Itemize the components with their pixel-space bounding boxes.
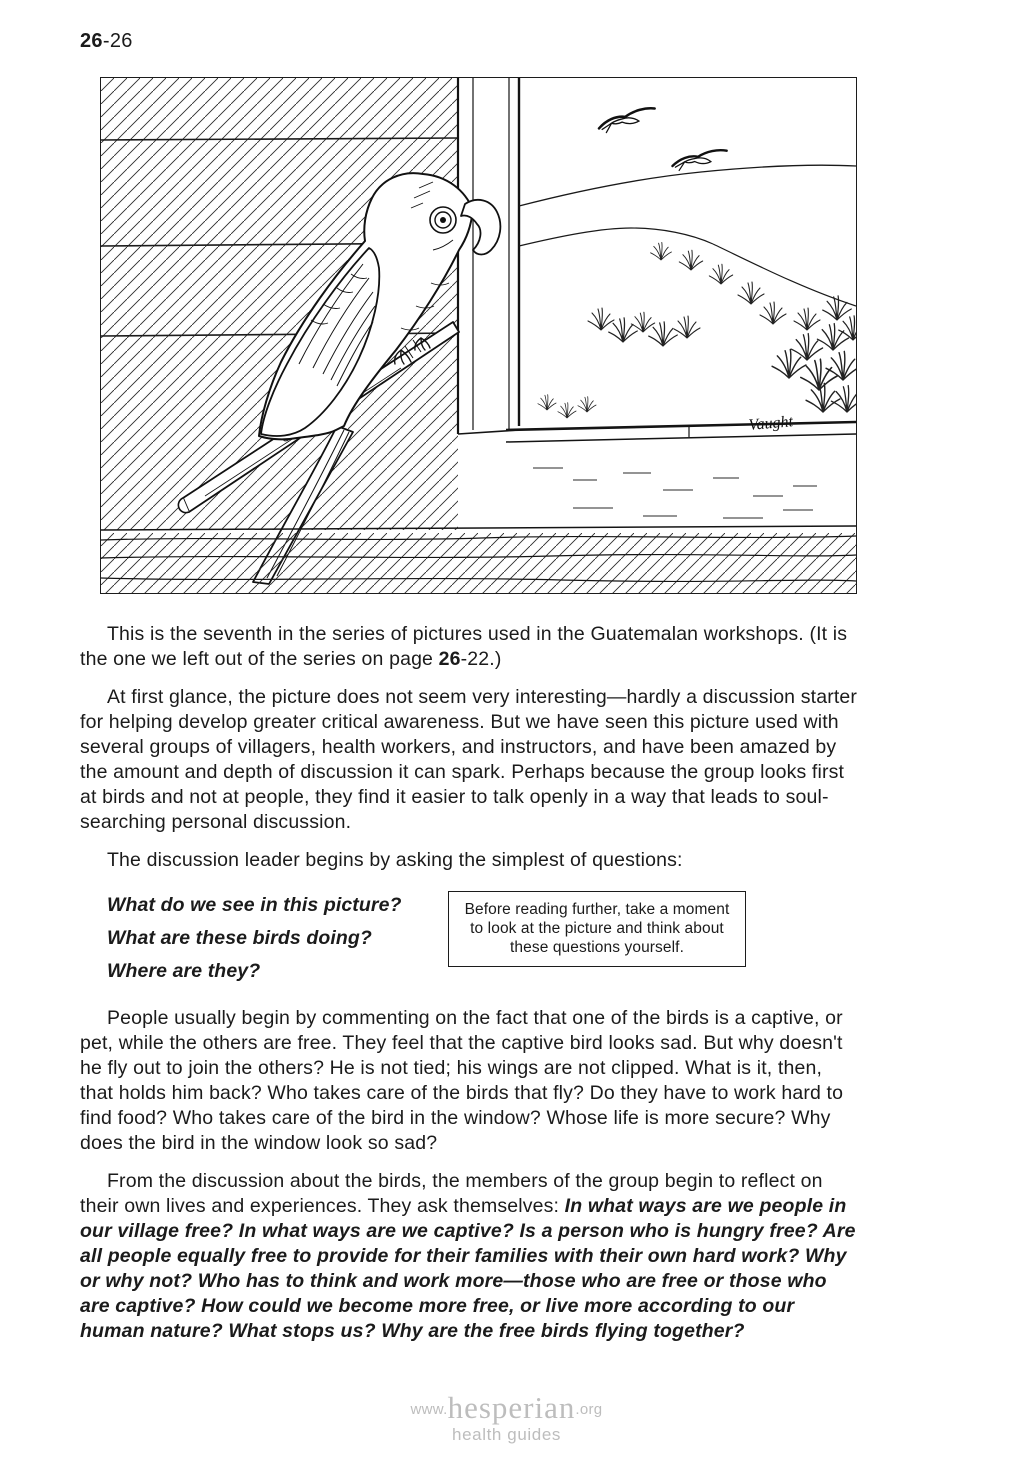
question-2: What are these birds doing?: [107, 927, 372, 949]
watermark-org: .org: [575, 1401, 603, 1418]
outside-ground: [533, 468, 817, 518]
page-reference-bold: 26: [438, 648, 461, 670]
questions-and-note-row: [80, 889, 935, 988]
page-number: [80, 30, 935, 53]
question-3: Where are they?: [107, 960, 261, 982]
watermark-tagline: health guides: [452, 1425, 561, 1444]
paragraph-reflection-questions: In what ways are we people in our village free? In what ways are we captive? Is a person who is hungry free? Are all people equally free to provide for their families with their own hard work? Why or why not? Who has to think and work more—those who are free or those who are captive? How could we become more free, or live more according to our human nature? What stops us? Why are the free birds flying together?: [80, 1195, 856, 1342]
watermark-www: www.: [410, 1401, 448, 1418]
bushes: [538, 242, 856, 418]
paragraph-people-begin: People usually begin by commenting on the fact that one of the birds is a captive, or pet, while the others are free. They feel that the captive bird looks sad. But why doesn't he fly out to join the others? He is not tied; his wings are not clipped. What is it, then, that holds him back? Who takes care of the birds that fly? Do they have to work hard to find food? Who takes care of the bird in the window? Whose life is more secure? Why does the bird in the window look so sad?: [80, 1007, 844, 1154]
paragraph-first-glance: At first glance, the picture does not seem very interesting—hardly a discussion starter for helping develop greater critical awareness. But we have seen this picture used with several groups of villagers, health workers, and instructors, and have been amazed by the amount and depth of discussion it can spark. Perhaps because the group looks first at birds and not at people, they find it easier to talk openly in a way that leads to soul-searching personal discussion.: [80, 686, 858, 833]
paragraph-discussion-leader: The discussion leader begins by asking the simplest of questions:: [107, 849, 683, 871]
discussion-questions: [80, 889, 448, 988]
paragraph-intro-end: -22.): [460, 648, 502, 670]
page-number-chapter: 26: [80, 30, 103, 52]
flying-birds-icon: [599, 108, 727, 173]
parrot-illustration: [100, 77, 857, 594]
page-number-page: -26: [102, 30, 133, 52]
note-box: Before reading further, take a moment to look at the picture and think about these questions yourself.: [448, 891, 746, 967]
ground-band: [101, 526, 856, 593]
window-ledge: [506, 422, 856, 442]
artist-signature: Vaught: [747, 413, 794, 434]
hills: [519, 165, 856, 306]
watermark-name: hesperian: [447, 1390, 576, 1425]
question-1: What do we see in this picture?: [107, 894, 402, 916]
parrot-illustration-svg: [101, 78, 856, 593]
paragraph-reflection-lead: From the discussion about the birds, the members of the group begin to reflect on their own lives and experiences. They ask themselves:: [80, 1170, 823, 1217]
window-frame: [458, 78, 519, 434]
watermark-url: [0, 1390, 1013, 1429]
parrot-eye: [430, 207, 456, 233]
hesperian-watermark: [0, 1390, 1013, 1445]
paragraph-intro-text: This is the seventh in the series of pictures used in the Guatemalan workshops. (It is the one we left out of the series on page: [80, 623, 848, 670]
paragraph-reflection: [80, 1169, 858, 1344]
paragraph-intro: [80, 622, 858, 672]
